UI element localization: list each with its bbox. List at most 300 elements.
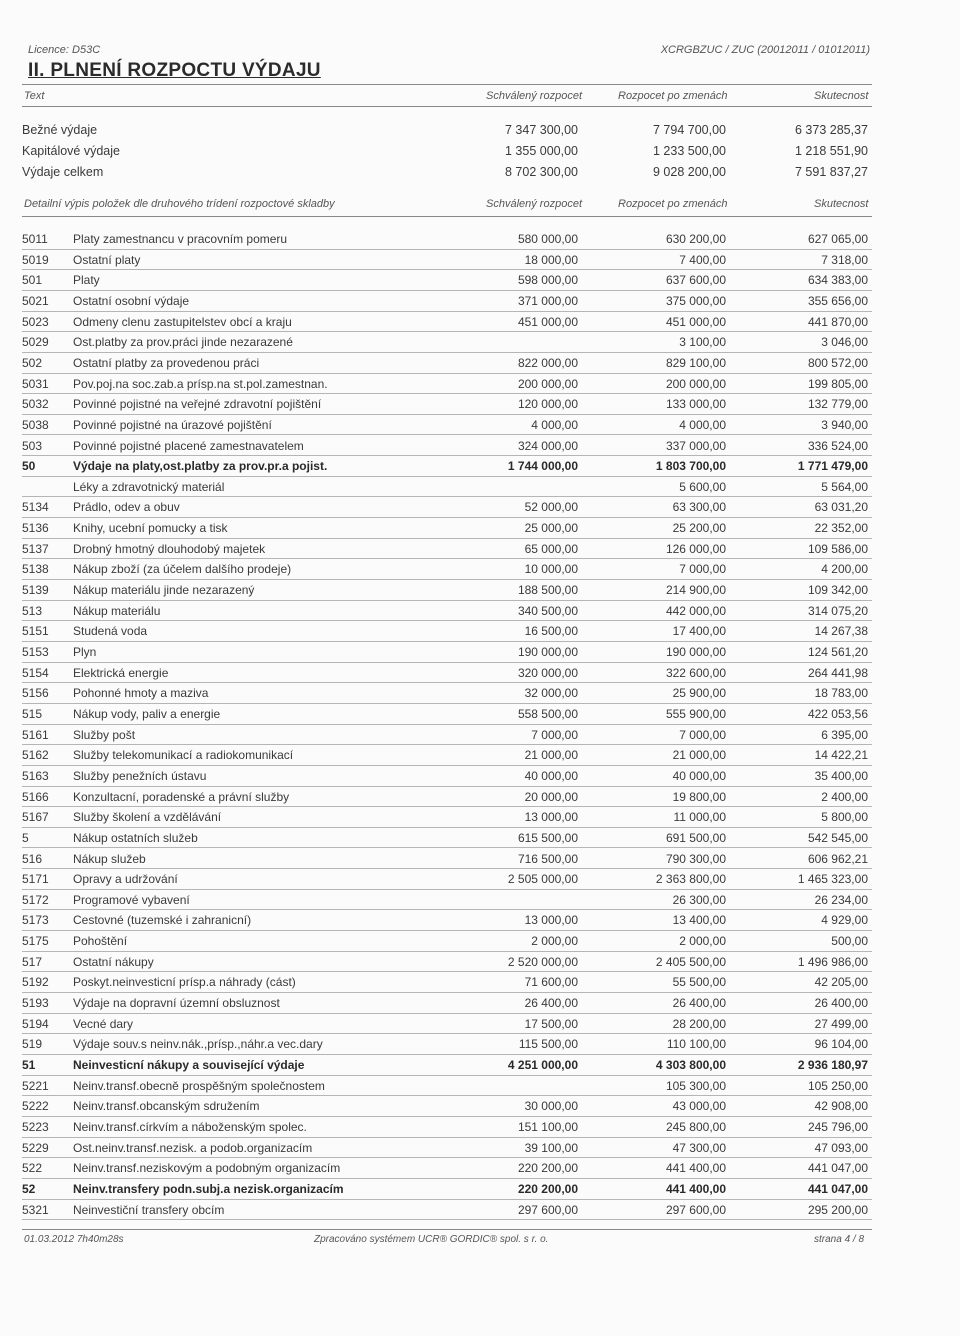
row-name: Léky a zdravotnický materiál	[73, 479, 225, 494]
row-rozpocet: 25 200,00	[672, 521, 726, 536]
row-schvaleny: 297 600,00	[517, 1202, 578, 1217]
row-schvaleny: 580 000,00	[517, 232, 578, 246]
row-rozpocet: 630 200,00	[665, 232, 726, 246]
row-rozpocet: 451 000,00	[665, 314, 726, 329]
row-rozpocet: 7 000,00	[679, 727, 726, 742]
row-schvaleny: 188 500,00	[517, 583, 578, 598]
row-code: 5154	[22, 665, 49, 680]
row-skutecnost: 42 908,00	[814, 1099, 868, 1114]
row-skutecnost: 441 047,00	[807, 1161, 868, 1176]
row-name: Cestovné (tuzemské i zahranicní)	[73, 913, 252, 928]
summary-header-text: Text	[24, 90, 45, 102]
row-skutecnost: 295 200,00	[807, 1202, 868, 1217]
row-name: Poskyt.neinvesticní prísp.a náhrady (cást)	[73, 975, 296, 990]
row-skutecnost: 634 383,00	[807, 273, 868, 288]
row-schvaleny: 615 500,00	[517, 830, 578, 845]
row-code: 5173	[22, 913, 49, 928]
row-rozpocet: 1 233 500,00	[653, 144, 726, 158]
table-row	[22, 497, 872, 518]
row-name: Programové vybavení	[73, 892, 190, 907]
table-row	[22, 807, 872, 828]
row-code: 5153	[22, 645, 49, 659]
row-name: Odmeny clenu zastupitelstev obcí a kraju	[73, 314, 292, 329]
row-name: Kapitálové výdaje	[22, 144, 120, 158]
table-row	[22, 229, 872, 250]
table-row	[22, 601, 872, 622]
row-rozpocet: 55 500,00	[672, 975, 726, 990]
row-skutecnost: 314 075,20	[807, 603, 868, 618]
row-name: Ost.neinv.transf.nezisk. a podob.organizacím	[73, 1140, 313, 1155]
row-schvaleny: 2 000,00	[531, 934, 578, 949]
row-code: 5138	[22, 562, 49, 577]
row-rozpocet: 28 200,00	[672, 1016, 726, 1031]
row-schvaleny: 18 000,00	[524, 252, 578, 267]
row-skutecnost: 4 200,00	[821, 562, 868, 577]
row-name: Plyn	[73, 645, 97, 659]
row-rozpocet: 13 400,00	[672, 913, 726, 928]
row-name: Povinné pojistné placené zamestnavatelem	[73, 438, 304, 453]
row-skutecnost: 105 250,00	[807, 1078, 868, 1093]
row-name: Nákup materiálu jinde nezarazený	[73, 583, 255, 598]
row-rozpocet: 442 000,00	[665, 603, 726, 618]
detail-header-divider	[22, 216, 872, 217]
summary-row	[22, 141, 872, 162]
row-rozpocet: 2 405 500,00	[655, 954, 726, 969]
row-name: Povinné pojistné na úrazové pojištění	[73, 417, 272, 432]
row-name: Služby pošt	[73, 727, 136, 742]
row-schvaleny: 1 355 000,00	[505, 144, 578, 158]
row-schvaleny: 52 000,00	[524, 500, 578, 515]
row-name: Pohonné hmoty a maziva	[73, 686, 209, 701]
licence-label: Licence: D53C	[28, 44, 101, 56]
row-rozpocet: 9 028 200,00	[653, 165, 726, 179]
row-name: Výdaje na dopravní územní obsluznost	[73, 996, 280, 1011]
row-name: Ostatní platby za provedenou práci	[73, 355, 260, 370]
row-schvaleny: 13 000,00	[524, 810, 578, 825]
table-row	[22, 704, 872, 725]
table-row	[22, 828, 872, 849]
row-code: 5167	[22, 810, 49, 825]
row-schvaleny: 40 000,00	[524, 768, 578, 783]
table-row	[22, 972, 872, 993]
row-skutecnost: 264 441,98	[807, 665, 868, 680]
row-name: Výdaje celkem	[22, 165, 104, 179]
row-skutecnost: 109 342,00	[807, 583, 868, 598]
table-row	[22, 725, 872, 746]
row-rozpocet: 21 000,00	[672, 748, 726, 763]
row-rozpocet: 47 300,00	[672, 1140, 726, 1155]
row-rozpocet: 1 803 700,00	[655, 459, 726, 474]
table-row	[22, 580, 872, 601]
row-code: 5171	[22, 872, 49, 887]
row-skutecnost: 7 318,00	[821, 252, 868, 267]
row-name: Povinné pojistné na veřejné zdravotní pojištění	[73, 397, 322, 412]
row-code: 5321	[22, 1202, 49, 1217]
row-skutecnost: 42 205,00	[814, 975, 868, 990]
row-rozpocet: 3 100,00	[679, 335, 726, 350]
row-name: Nákup služeb	[73, 851, 146, 866]
summary-header-skutecnost: Skutecnost	[814, 90, 869, 102]
row-code: 5162	[22, 748, 49, 763]
row-skutecnost: 124 561,20	[807, 645, 868, 659]
detail-header-skutecnost: Skutecnost	[814, 198, 869, 210]
footer-divider	[22, 1229, 872, 1230]
row-code: 52	[22, 1181, 36, 1196]
table-row	[22, 312, 872, 333]
row-name: Služby telekomunikací a radiokomunikací	[73, 748, 294, 763]
row-code: 5019	[22, 252, 49, 267]
row-name: Nákup ostatních služeb	[73, 830, 198, 845]
table-row	[22, 952, 872, 973]
table-row	[22, 1179, 872, 1200]
row-name: Opravy a udržování	[73, 872, 178, 887]
row-schvaleny: 1 744 000,00	[507, 459, 578, 474]
row-schvaleny: 21 000,00	[524, 748, 578, 763]
row-name: Ostatní platy	[73, 252, 141, 267]
table-row	[22, 394, 872, 415]
row-rozpocet: 214 900,00	[665, 583, 726, 598]
row-schvaleny: 324 000,00	[517, 438, 578, 453]
row-code: 519	[22, 1037, 43, 1052]
row-skutecnost: 2 936 180,97	[797, 1058, 868, 1072]
table-row	[22, 683, 872, 704]
row-name: Služby penežních ústavu	[73, 768, 207, 783]
row-skutecnost: 355 656,00	[807, 293, 868, 308]
summary-header-divider	[22, 106, 872, 107]
row-schvaleny: 32 000,00	[524, 686, 578, 701]
table-row	[22, 931, 872, 952]
table-row	[22, 745, 872, 766]
row-skutecnost: 132 779,00	[807, 397, 868, 412]
summary-row	[22, 120, 872, 141]
row-skutecnost: 1 496 986,00	[797, 954, 868, 969]
row-schvaleny: 200 000,00	[517, 376, 578, 391]
row-rozpocet: 337 000,00	[665, 438, 726, 453]
row-name: Neinvestiční transfery obcím	[73, 1202, 225, 1217]
row-code: 5021	[22, 293, 49, 308]
row-rozpocet: 11 000,00	[673, 810, 726, 825]
row-rozpocet: 245 800,00	[665, 1119, 726, 1134]
row-skutecnost: 336 524,00	[807, 438, 868, 453]
row-name: Výdaje na platy,ost.platby za prov.pr.a pojist.	[73, 459, 328, 474]
summary-row	[22, 162, 872, 183]
row-rozpocet: 829 100,00	[665, 355, 726, 370]
table-row	[22, 787, 872, 808]
row-rozpocet: 26 400,00	[672, 996, 726, 1011]
row-schvaleny: 65 000,00	[524, 541, 578, 556]
row-skutecnost: 800 572,00	[807, 355, 868, 370]
row-name: Prádlo, odev a obuv	[73, 500, 180, 515]
row-skutecnost: 1 218 551,90	[795, 144, 868, 158]
row-name: Ostatní nákupy	[73, 954, 154, 969]
row-schvaleny: 10 000,00	[524, 562, 578, 577]
row-schvaleny: 716 500,00	[517, 851, 578, 866]
row-schvaleny: 2 505 000,00	[507, 872, 578, 887]
row-schvaleny: 120 000,00	[517, 397, 578, 412]
row-rozpocet: 2 363 800,00	[655, 872, 726, 887]
row-code: 5166	[22, 789, 49, 804]
row-schvaleny: 8 702 300,00	[505, 165, 578, 179]
row-code: 5136	[22, 521, 49, 536]
table-row	[22, 415, 872, 436]
row-skutecnost: 441 870,00	[807, 314, 868, 329]
table-row	[22, 993, 872, 1014]
table-row	[22, 518, 872, 539]
row-code: 5029	[22, 335, 49, 350]
row-code: 501	[22, 273, 43, 288]
row-code: 5175	[22, 934, 49, 949]
row-schvaleny: 190 000,00	[517, 645, 578, 659]
row-skutecnost: 26 400,00	[814, 996, 868, 1011]
row-schvaleny: 4 251 000,00	[507, 1058, 578, 1072]
row-rozpocet: 441 400,00	[665, 1181, 726, 1196]
row-code: 5161	[22, 727, 49, 742]
row-schvaleny: 25 000,00	[524, 521, 578, 536]
table-row	[22, 621, 872, 642]
table-row	[22, 1076, 872, 1097]
table-row	[22, 1014, 872, 1035]
row-schvaleny: 17 500,00	[524, 1016, 578, 1031]
row-skutecnost: 542 545,00	[807, 830, 868, 845]
row-skutecnost: 500,00	[831, 934, 868, 949]
table-row	[22, 910, 872, 931]
row-skutecnost: 1 465 323,00	[797, 872, 868, 887]
table-row	[22, 456, 872, 477]
row-code: 51	[22, 1058, 36, 1072]
summary-header-schvaleny: Schválený rozpocet	[486, 90, 582, 102]
row-rozpocet: 7 000,00	[679, 562, 726, 577]
row-rozpocet: 7 400,00	[679, 252, 726, 267]
row-rozpocet: 133 000,00	[665, 397, 726, 412]
title-divider	[22, 84, 872, 85]
row-name: Neinv.transf.obecně prospěšným společnostem	[73, 1078, 325, 1093]
table-row	[22, 1138, 872, 1159]
table-row	[22, 849, 872, 870]
table-row	[22, 332, 872, 353]
row-code: 517	[22, 954, 43, 969]
row-name: Vecné dary	[73, 1016, 134, 1031]
table-row	[22, 1158, 872, 1179]
row-schvaleny: 151 100,00	[517, 1119, 578, 1134]
row-schvaleny: 7 000,00	[531, 727, 578, 742]
row-skutecnost: 6 373 285,37	[795, 123, 868, 137]
table-row	[22, 1117, 872, 1138]
row-rozpocet: 5 600,00	[679, 479, 726, 494]
row-schvaleny: 598 000,00	[517, 273, 578, 288]
row-schvaleny: 13 000,00	[524, 913, 578, 928]
row-name: Neinvesticní nákupy a související výdaje	[73, 1058, 305, 1072]
row-name: Platy zamestnancu v pracovním pomeru	[73, 232, 288, 246]
row-skutecnost: 96 104,00	[814, 1037, 868, 1052]
row-name: Neinv.transf.obcanským sdružením	[73, 1099, 260, 1114]
row-code: 503	[22, 438, 43, 453]
table-row	[22, 374, 872, 395]
row-skutecnost: 245 796,00	[807, 1119, 868, 1134]
row-name: Nákup zboží (za účelem dalšího prodeje)	[73, 562, 292, 577]
table-row	[22, 1200, 872, 1221]
table-row	[22, 270, 872, 291]
row-schvaleny: 340 500,00	[517, 603, 578, 618]
row-code: 5222	[22, 1099, 49, 1114]
row-rozpocet: 40 000,00	[672, 768, 726, 783]
row-schvaleny: 26 400,00	[524, 996, 578, 1011]
row-name: Neinv.transf.církvím a náboženským spolec.	[73, 1119, 307, 1134]
row-schvaleny: 4 000,00	[531, 417, 578, 432]
row-rozpocet: 17 400,00	[672, 624, 726, 639]
row-schvaleny: 16 500,00	[524, 624, 578, 639]
row-name: Elektrická energie	[73, 665, 169, 680]
table-row	[22, 1096, 872, 1117]
row-rozpocet: 4 000,00	[679, 417, 726, 432]
row-name: Platy	[73, 273, 100, 288]
detail-header-text: Detailní výpis položek dle druhového trídení rozpoctové skladby	[24, 198, 335, 210]
row-rozpocet: 105 300,00	[665, 1078, 726, 1093]
row-skutecnost: 199 805,00	[807, 376, 868, 391]
row-code: 5221	[22, 1078, 49, 1093]
row-name: Neinv.transfery podn.subj.a nezisk.organizacím	[73, 1181, 344, 1196]
row-schvaleny: 30 000,00	[524, 1099, 578, 1114]
row-rozpocet: 43 000,00	[672, 1099, 726, 1114]
table-row	[22, 353, 872, 374]
table-row	[22, 766, 872, 787]
row-schvaleny: 2 520 000,00	[507, 954, 578, 969]
row-skutecnost: 18 783,00	[814, 686, 868, 701]
row-name: Nákup vody, paliv a energie	[73, 706, 221, 721]
row-skutecnost: 27 499,00	[814, 1016, 868, 1031]
table-row	[22, 539, 872, 560]
row-schvaleny: 39 100,00	[524, 1140, 578, 1155]
row-rozpocet: 375 000,00	[665, 293, 726, 308]
row-code: 5193	[22, 996, 49, 1011]
row-name: Ost.platby za prov.práci jinde nezarazené	[73, 335, 293, 350]
row-code: 5134	[22, 500, 49, 515]
row-schvaleny: 822 000,00	[517, 355, 578, 370]
row-code: 5032	[22, 397, 49, 412]
row-schvaleny: 71 600,00	[524, 975, 578, 990]
row-skutecnost: 3 046,00	[821, 335, 868, 350]
table-row	[22, 559, 872, 580]
row-schvaleny: 20 000,00	[524, 789, 578, 804]
row-code: 5156	[22, 686, 49, 701]
row-name: Výdaje souv.s neinv.nák.,prísp.,náhr.a vec.dary	[73, 1037, 323, 1052]
row-name: Knihy, ucební pomucky a tisk	[73, 521, 228, 536]
row-skutecnost: 5 564,00	[821, 479, 868, 494]
row-rozpocet: 200 000,00	[665, 376, 726, 391]
row-code: 5163	[22, 768, 49, 783]
row-code: 515	[22, 706, 43, 721]
row-code: 5031	[22, 376, 49, 391]
table-row	[22, 1055, 872, 1076]
row-schvaleny: 220 200,00	[517, 1161, 578, 1176]
table-row	[22, 291, 872, 312]
row-rozpocet: 555 900,00	[665, 706, 726, 721]
row-rozpocet: 63 300,00	[672, 500, 726, 515]
row-skutecnost: 63 031,20	[814, 500, 868, 515]
report-code: XCRGBZUC / ZUC (20012011 / 01012011)	[660, 44, 870, 56]
table-row	[22, 1034, 872, 1055]
row-rozpocet: 126 000,00	[665, 541, 726, 556]
row-name: Studená voda	[73, 624, 148, 639]
detail-header-rozpocet: Rozpocet po zmenách	[618, 198, 728, 210]
table-row	[22, 663, 872, 684]
row-code: 516	[22, 851, 43, 866]
row-rozpocet: 19 800,00	[672, 789, 726, 804]
row-skutecnost: 35 400,00	[814, 768, 868, 783]
table-row	[22, 436, 872, 457]
row-name: Služby školení a vzdělávání	[73, 810, 222, 825]
row-skutecnost: 606 962,21	[807, 851, 868, 866]
row-code: 5	[22, 830, 29, 845]
row-schvaleny: 220 200,00	[517, 1181, 578, 1196]
row-name: Ostatní osobní výdaje	[73, 293, 190, 308]
row-skutecnost: 109 586,00	[807, 541, 868, 556]
row-code: 5137	[22, 541, 49, 556]
row-skutecnost: 22 352,00	[814, 521, 868, 536]
row-rozpocet: 7 794 700,00	[653, 123, 726, 137]
row-skutecnost: 26 234,00	[814, 892, 868, 907]
row-code: 5151	[22, 624, 49, 639]
row-schvaleny: 451 000,00	[517, 314, 578, 329]
row-name: Drobný hmotný dlouhodobý majetek	[73, 541, 266, 556]
row-name: Pohoštění	[73, 934, 128, 949]
row-code: 5011	[22, 232, 48, 246]
footer-date: 01.03.2012 7h40m28s	[24, 1234, 124, 1245]
row-rozpocet: 190 000,00	[665, 645, 726, 659]
row-code: 522	[22, 1161, 43, 1176]
row-rozpocet: 297 600,00	[665, 1202, 726, 1217]
row-schvaleny: 320 000,00	[517, 665, 578, 680]
row-rozpocet: 110 100,00	[666, 1037, 726, 1052]
row-schvaleny: 371 000,00	[517, 293, 578, 308]
row-name: Pov.poj.na soc.zab.a prísp.na st.pol.zamestnan.	[73, 376, 328, 391]
table-row	[22, 477, 872, 498]
row-skutecnost: 47 093,00	[814, 1140, 868, 1155]
row-rozpocet: 2 000,00	[679, 934, 726, 949]
row-skutecnost: 7 591 837,27	[795, 165, 868, 179]
row-rozpocet: 25 900,00	[672, 686, 726, 701]
row-skutecnost: 2 400,00	[821, 789, 868, 804]
row-skutecnost: 3 940,00	[821, 417, 868, 432]
row-name: Konzultacní, poradenské a právní služby	[73, 789, 290, 804]
table-row	[22, 642, 872, 663]
table-row	[22, 890, 872, 911]
row-code: 5223	[22, 1119, 49, 1134]
row-rozpocet: 441 400,00	[665, 1161, 726, 1176]
table-row	[22, 869, 872, 890]
row-code: 5194	[22, 1016, 49, 1031]
row-schvaleny: 558 500,00	[517, 706, 578, 721]
row-code: 5139	[22, 583, 49, 598]
row-code: 5023	[22, 314, 49, 329]
summary-header-rozpocet: Rozpocet po zmenách	[618, 90, 728, 102]
row-rozpocet: 4 303 800,00	[655, 1058, 726, 1072]
row-schvaleny: 115 500,00	[518, 1037, 578, 1052]
row-rozpocet: 790 300,00	[665, 851, 726, 866]
row-code: 5192	[22, 975, 49, 990]
row-skutecnost: 14 422,21	[814, 748, 868, 763]
row-code: 50	[22, 459, 36, 474]
row-rozpocet: 322 600,00	[665, 665, 726, 680]
row-name: Bežné výdaje	[22, 123, 98, 137]
row-skutecnost: 14 267,38	[814, 624, 868, 639]
row-skutecnost: 4 929,00	[821, 913, 868, 928]
row-skutecnost: 441 047,00	[807, 1181, 868, 1196]
row-skutecnost: 5 800,00	[821, 810, 868, 825]
row-name: Nákup materiálu	[73, 603, 161, 618]
row-code: 5172	[22, 892, 49, 907]
footer-processed: Zpracováno systémem UCR® GORDIC® spol. s r. o.	[314, 1234, 549, 1245]
row-skutecnost: 1 771 479,00	[797, 459, 868, 474]
